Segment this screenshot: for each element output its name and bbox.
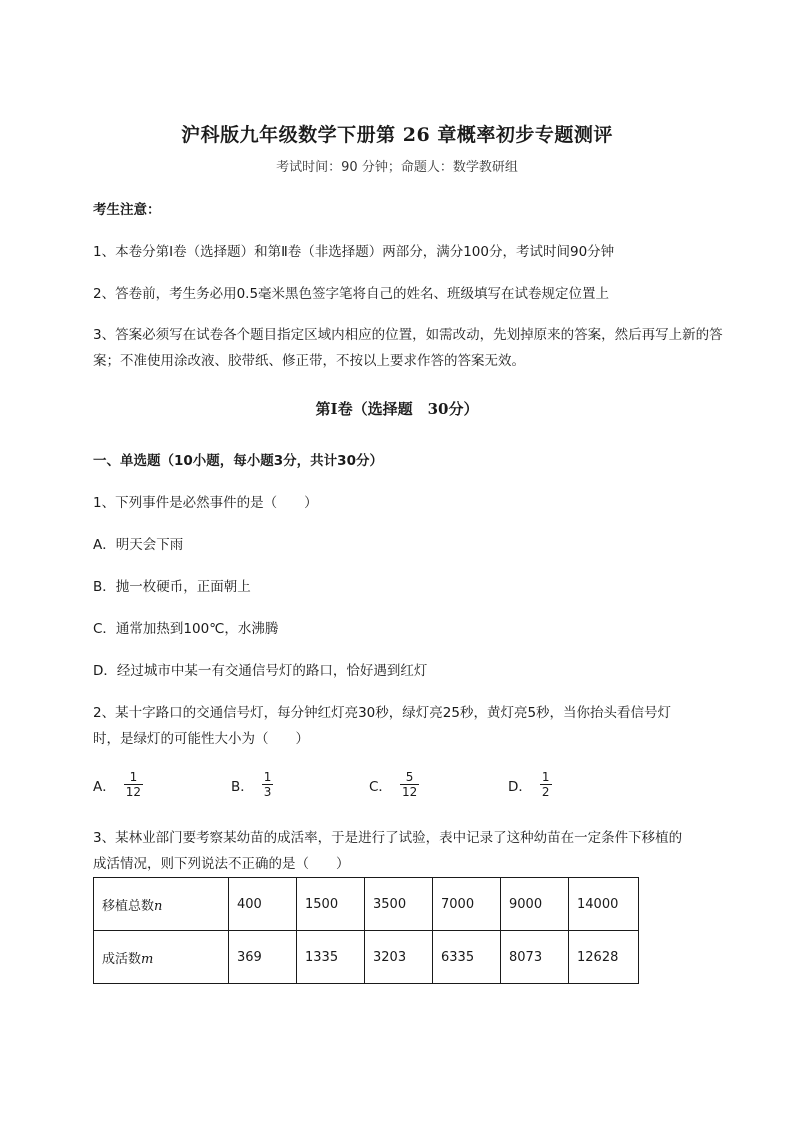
question-1-option-b: B．抛一枚硬币，正面朝上 [93,579,251,595]
numerator: 1 [541,770,550,784]
table-cell: 7000 [433,878,501,931]
fraction [540,770,552,799]
fraction [262,770,274,799]
table-cell: 3203 [365,931,433,984]
question-2-option-a [93,770,143,799]
numerator: 1 [263,770,272,784]
question-1-stem: 1、下列事件是必然事件的是（ ） [93,495,318,511]
variable-n: n [154,898,163,914]
variable-m: m [141,951,154,967]
question-3-stem-line1: 3、某林业部门要考察某幼苗的成活率，于是进行了试验，表中记录了这种幼苗在一定条件下移植的 [93,830,683,846]
numerator: 1 [129,770,138,784]
table-cell: 3500 [365,878,433,931]
question-1-option-d: D．经过城市中某一有交通信号灯的路口，恰好遇到红灯 [93,663,428,679]
row-header-label: 移植总数 [102,898,155,914]
exam-info: 考试时间：90 分钟；命题人：数学教研组 [276,160,518,175]
row-header-survived [94,931,229,984]
table-cell: 400 [229,878,297,931]
question-2-options [93,770,653,810]
fraction [400,770,419,799]
row-header-transplanted [94,878,229,931]
notice-item-2: 2、答卷前，考生务必用0.5毫米黑色签字笔将自己的姓名、班级填写在试卷规定位置上 [93,286,610,302]
table-cell: 1335 [297,931,365,984]
table-cell: 6335 [433,931,501,984]
option-label: D． [508,778,532,795]
table-cell: 9000 [501,878,569,931]
table-cell: 1500 [297,878,365,931]
notice-heading: 考生注意： [93,202,161,218]
page-title: 沪科版九年级数学下册第 26 章概率初步专题测评 [181,124,613,146]
option-label: A． [93,778,116,795]
option-label: C． [369,778,392,795]
table-cell: 12628 [569,931,639,984]
denominator: 2 [541,785,550,799]
table-row [94,931,639,984]
question-1-option-c: C．通常加热到100℃，水沸腾 [93,621,279,637]
table-row [94,878,639,931]
question-2-option-c [369,770,419,799]
question-2-stem-line2: 时，是绿灯的可能性大小为（ ） [93,731,309,747]
notice-item-1: 1、本卷分第Ⅰ卷（选择题）和第Ⅱ卷（非选择题）两部分，满分100分，考试时间90分钟 [93,244,615,260]
question-2-option-b [231,770,273,799]
seedling-table [93,877,639,984]
numerator: 5 [405,770,414,784]
denominator: 3 [263,785,272,799]
row-header-label: 成活数 [102,951,142,967]
question-3-stem-line2: 成活情况，则下列说法不正确的是（ ） [93,856,350,872]
part-heading: 一、单选题（10小题，每小题3分，共计30分） [93,453,383,469]
question-1-option-a: A．明天会下雨 [93,537,184,553]
question-2-stem-line1: 2、某十字路口的交通信号灯，每分钟红灯亮30秒，绿灯亮25秒，黄灯亮5秒，当你抬头看信号灯 [93,705,672,721]
section-title: 第Ⅰ卷（选择题 30分） [315,400,479,418]
table-cell: 14000 [569,878,639,931]
question-2-option-d [508,770,552,799]
notice-item-3: 3、答案必须写在试卷各个题目指定区域内相应的位置，如需改动，先划掉原来的答案，然后再写上新的答案；不准使用涂改液、胶带纸、修正带，不按以上要求作答的答案无效。 [93,327,723,369]
fraction [124,770,143,799]
denominator: 12 [401,785,418,799]
option-label: B． [231,778,254,795]
table-cell: 369 [229,931,297,984]
table-cell: 8073 [501,931,569,984]
denominator: 12 [125,785,142,799]
